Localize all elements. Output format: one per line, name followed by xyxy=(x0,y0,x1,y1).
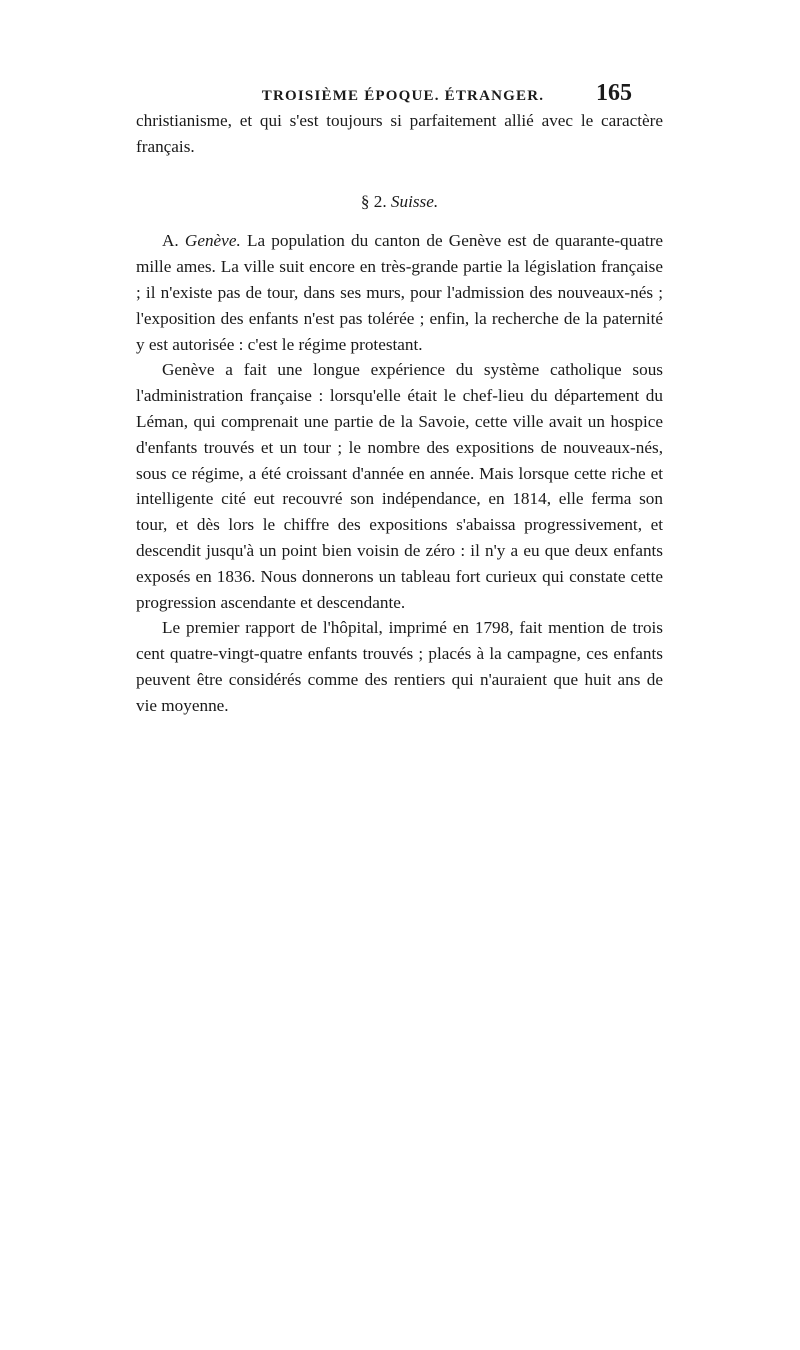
section-number: § 2. xyxy=(360,191,387,211)
paragraph-label: A. xyxy=(162,231,179,251)
paragraph-lead: Genève. xyxy=(184,231,241,251)
paragraph-continuation: christianisme, et qui s'est toujours si parfaitement allié avec le caractère français. xyxy=(136,111,663,156)
running-head: TROISIÈME ÉPOQUE. ÉTRANGER. xyxy=(261,88,545,104)
paragraph-history: Genève a fait une longue expérience du système catholique sous l'administration française : lorsqu'elle était le chef-lieu du département du Léman, qui comprenait une partie de la Savoie, cette ville avait un hospice d'enfants trouvés et un tour ; le nombre des expositions de nouveaux-nés, sous ce régime, a été croissant d'année en année. Mais lorsque cette riche et intelligente cité eut recouvré son indépendance, en 1814, elle ferma son tour, et dès lors le chiffre des expositions s'abaissa progressivement, et descendit jusqu'à un point bien voisin de zéro : il n'y a eu que deux enfants exposés en 1836. Nous donnerons un tableau fort curieux qui constate cette progression ascendante et descendante. xyxy=(136,360,663,612)
body-text xyxy=(136,108,663,719)
paragraph-text: La population du canton de Genève est de quarante-quatre mille ames. La ville suit encore en très-grande partie la législation française ; il n'existe pas de tour, dans ses murs, pour l'admission des nouveaux-nés ; l'exposition des enfants n'est pas tolérée ; enfin, la recherche de la paternité y est autorisée : c'est le régime protestant. xyxy=(136,231,664,354)
page-number: 165 xyxy=(596,80,632,106)
section-name: Suisse. xyxy=(390,191,439,211)
paragraph-report: Le premier rapport de l'hôpital, imprimé en 1798, fait mention de trois cent quatre-vingt-quatre enfants trouvés ; placés à la campagne, ces enfants peuvent être considérés comme des rentiers qui n'auraient que huit ans de vie moyenne. xyxy=(136,618,663,715)
paragraph-geneve xyxy=(136,228,663,357)
section-heading xyxy=(136,189,663,215)
